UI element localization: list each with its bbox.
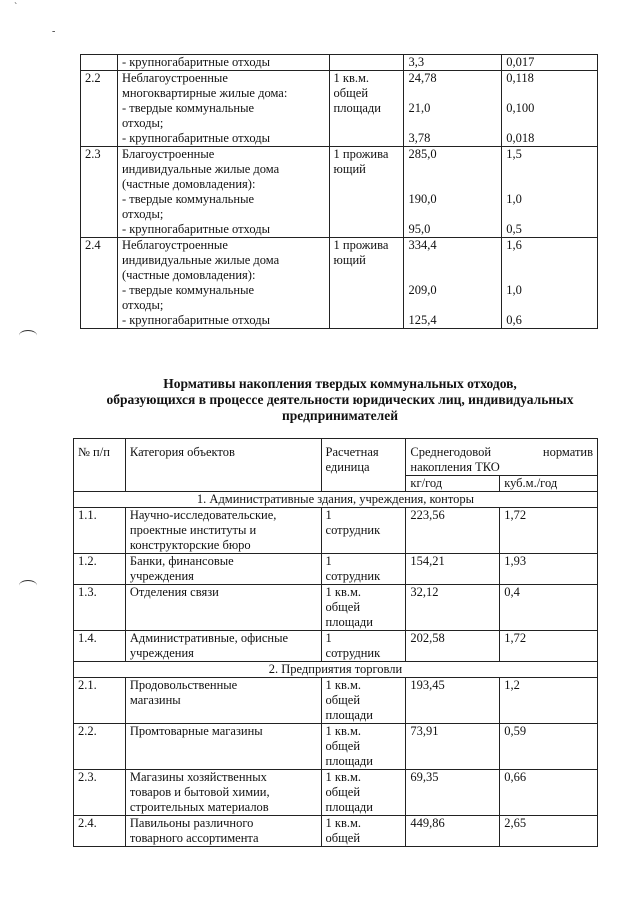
category-cell-line: отходы;	[121, 207, 164, 221]
kg-cell-line: 3,78	[408, 131, 431, 145]
category-cell-line: Неблагоустроенные	[121, 238, 228, 252]
category-cell	[117, 147, 329, 238]
unit-cell-line: 1 кв.м.	[325, 585, 362, 599]
m3-cell-line	[506, 116, 593, 131]
row-number: 2.2	[81, 71, 118, 147]
table-header-row	[74, 439, 598, 476]
m3-cell	[502, 55, 598, 71]
kg-cell	[404, 55, 502, 71]
header-unit-line: единица	[325, 460, 370, 474]
unit-cell	[321, 678, 406, 724]
category-cell-line: Магазины хозяйственных	[129, 770, 267, 784]
category-cell	[125, 816, 321, 847]
category-cell	[125, 508, 321, 554]
category-cell	[125, 724, 321, 770]
table-row	[74, 816, 598, 847]
category-cell-line: индивидуальные жилые дома	[121, 253, 280, 267]
m3-cell-line: 0,118	[506, 71, 534, 85]
m3-cell: 1,72	[500, 631, 598, 662]
table-row	[81, 55, 598, 71]
residential-norms-table	[80, 54, 598, 329]
category-cell-line: учреждения	[129, 646, 194, 660]
table-row	[74, 724, 598, 770]
kg-cell-line	[408, 298, 497, 313]
header-norm-line: накопления ТКО	[410, 460, 500, 474]
category-cell	[125, 631, 321, 662]
header-category: Категория объектов	[125, 439, 321, 492]
section-row	[74, 662, 598, 678]
unit-cell-line: сотрудник	[325, 569, 381, 583]
category-cell-line: многоквартирные жилые дома:	[121, 86, 288, 100]
kg-cell: 32,12	[406, 585, 500, 631]
category-cell-line: товаров и бытовой химии,	[129, 785, 270, 799]
kg-cell: 193,45	[406, 678, 500, 724]
section-title	[60, 376, 620, 424]
kg-cell: 154,21	[406, 554, 500, 585]
unit-cell	[329, 55, 404, 71]
kg-cell	[404, 147, 502, 238]
unit-cell-line: общей	[333, 86, 369, 100]
category-cell	[117, 238, 329, 329]
m3-cell-line: 0,017	[506, 55, 535, 69]
category-cell-line: отходы;	[121, 298, 164, 312]
scan-mark-2: -	[52, 26, 56, 37]
row-number	[81, 55, 118, 71]
m3-cell: 2,65	[500, 816, 598, 847]
unit-cell-line: площади	[325, 800, 373, 814]
commercial-norms-table	[73, 438, 598, 847]
row-number: 2.3	[81, 147, 118, 238]
m3-cell: 0,59	[500, 724, 598, 770]
kg-cell-line	[408, 268, 497, 283]
kg-cell-line: 125,4	[408, 313, 437, 327]
kg-cell	[404, 238, 502, 329]
category-cell-line: магазины	[129, 693, 181, 707]
kg-cell-line: 190,0	[408, 192, 437, 206]
m3-cell-line	[506, 207, 593, 222]
unit-cell-line: площади	[333, 101, 381, 115]
table-row	[74, 585, 598, 631]
table-row	[81, 71, 598, 147]
scan-mark-1: `	[14, 2, 18, 13]
unit-cell-line: 1	[325, 631, 332, 645]
unit-cell	[329, 147, 404, 238]
unit-cell	[321, 816, 406, 847]
unit-cell	[321, 770, 406, 816]
kg-cell-line: 334,4	[408, 238, 437, 252]
kg-cell	[404, 71, 502, 147]
category-cell	[125, 585, 321, 631]
m3-cell: 0,66	[500, 770, 598, 816]
category-cell-line: - крупногабаритные отходы	[121, 131, 270, 145]
unit-cell-line: общей	[325, 693, 361, 707]
unit-cell	[321, 724, 406, 770]
category-cell-line: Благоустроенные	[121, 147, 215, 161]
row-number: 2.1.	[74, 678, 126, 724]
table-row	[74, 631, 598, 662]
kg-cell-line: 3,3	[408, 55, 425, 69]
unit-cell-line: 1 кв.м.	[333, 71, 370, 85]
m3-cell-line: 1,5	[506, 147, 522, 161]
unit-cell-line: сотрудник	[325, 646, 381, 660]
category-cell-line: - твердые коммунальные	[121, 101, 255, 115]
punch-hole-mark	[19, 580, 37, 591]
category-cell-line: отходы;	[121, 116, 164, 130]
category-cell-line: Павильоны различного	[129, 816, 254, 830]
category-cell-line: (частные домовладения):	[121, 177, 256, 191]
kg-cell: 73,91	[406, 724, 500, 770]
kg-cell: 202,58	[406, 631, 500, 662]
kg-cell-line: 95,0	[408, 222, 431, 236]
kg-cell-line: 209,0	[408, 283, 437, 297]
table-row	[81, 147, 598, 238]
header-num: № п/п	[74, 439, 126, 492]
kg-cell-line: 21,0	[408, 101, 431, 115]
category-cell-line: учреждения	[129, 569, 194, 583]
section-row	[74, 492, 598, 508]
m3-cell: 1,72	[500, 508, 598, 554]
category-cell-line: строительных материалов	[129, 800, 269, 814]
category-cell-line: индивидуальные жилые дома	[121, 162, 280, 176]
section-title-line: предпринимателей	[281, 408, 399, 423]
table-row	[74, 678, 598, 724]
category-cell-line: - крупногабаритные отходы	[121, 313, 270, 327]
category-cell	[125, 554, 321, 585]
unit-cell-line: ющий	[333, 162, 366, 176]
category-cell-line: конструкторские бюро	[129, 538, 251, 552]
unit-cell-line: ющий	[333, 253, 366, 267]
m3-cell-line	[506, 86, 593, 101]
kg-cell: 69,35	[406, 770, 500, 816]
row-number: 2.4.	[74, 816, 126, 847]
kg-cell-line	[408, 253, 497, 268]
category-cell-line: проектные институты и	[129, 523, 257, 537]
category-cell-line: - крупногабаритные отходы	[121, 222, 270, 236]
header-kg: кг/год	[406, 476, 500, 492]
unit-cell-line: 1 кв.м.	[325, 770, 362, 784]
unit-cell-line: общей	[325, 739, 361, 753]
category-cell	[117, 71, 329, 147]
unit-cell	[321, 508, 406, 554]
row-number: 1.1.	[74, 508, 126, 554]
m3-cell-line	[506, 162, 593, 177]
m3-cell-line	[506, 268, 593, 283]
m3-cell-line	[506, 253, 593, 268]
category-cell-line: - твердые коммунальные	[121, 283, 255, 297]
unit-cell-line: общей	[325, 785, 361, 799]
m3-cell	[502, 71, 598, 147]
m3-cell-line: 1,0	[506, 192, 522, 206]
category-cell-line: Неблагоустроенные	[121, 71, 228, 85]
table-row	[74, 770, 598, 816]
unit-cell-line: 1 кв.м.	[325, 724, 362, 738]
m3-cell	[502, 147, 598, 238]
unit-cell-line: площади	[325, 754, 373, 768]
m3-cell	[502, 238, 598, 329]
kg-cell: 449,86	[406, 816, 500, 847]
kg-cell-line: 285,0	[408, 147, 437, 161]
m3-cell-line	[506, 177, 593, 192]
kg-cell: 223,56	[406, 508, 500, 554]
kg-cell-line: 24,78	[408, 71, 437, 85]
category-cell-line: (частные домовладения):	[121, 268, 256, 282]
table-row	[81, 238, 598, 329]
category-cell-line: Промтоварные магазины	[129, 724, 263, 738]
unit-cell-line: площади	[325, 615, 373, 629]
header-unit	[321, 439, 406, 492]
header-norm	[406, 439, 598, 476]
unit-cell-line: 1 кв.м.	[325, 678, 362, 692]
kg-cell-line	[408, 86, 497, 101]
m3-cell-line: 0,6	[506, 313, 522, 327]
row-number: 1.4.	[74, 631, 126, 662]
kg-cell-line	[408, 177, 497, 192]
unit-cell-line: 1 прожива	[333, 147, 389, 161]
kg-cell-line	[408, 207, 497, 222]
category-cell	[117, 55, 329, 71]
m3-cell-line: 0,5	[506, 222, 522, 236]
unit-cell	[321, 554, 406, 585]
unit-cell-line: общей	[325, 600, 361, 614]
header-m3: куб.м./год	[500, 476, 598, 492]
section-heading: 2. Предприятия торговли	[74, 662, 598, 678]
unit-cell-line: общей	[325, 831, 361, 845]
category-cell-line: - крупногабаритные отходы	[121, 55, 270, 69]
section-heading: 1. Административные здания, учреждения, конторы	[74, 492, 598, 508]
table-row	[74, 508, 598, 554]
unit-cell	[329, 238, 404, 329]
row-number: 2.2.	[74, 724, 126, 770]
category-cell-line: Административные, офисные	[129, 631, 289, 645]
m3-cell-line: 1,6	[506, 238, 522, 252]
row-number: 1.3.	[74, 585, 126, 631]
category-cell-line: - твердые коммунальные	[121, 192, 255, 206]
category-cell-line: Банки, финансовые	[129, 554, 234, 568]
punch-hole-mark	[19, 330, 37, 341]
unit-cell	[329, 71, 404, 147]
unit-cell-line: 1 кв.м.	[325, 816, 362, 830]
category-cell-line: Научно-исследовательские,	[129, 508, 277, 522]
m3-cell: 0,4	[500, 585, 598, 631]
kg-cell-line	[408, 162, 497, 177]
kg-cell-line	[408, 116, 497, 131]
unit-cell	[321, 631, 406, 662]
header-norm-line: Среднегодовой норматив	[410, 445, 593, 459]
unit-cell-line: 1	[325, 554, 332, 568]
section-title-line: Нормативы накопления твердых коммунальных отходов,	[163, 376, 517, 391]
row-number: 2.4	[81, 238, 118, 329]
table-row	[74, 554, 598, 585]
unit-cell-line: 1 прожива	[333, 238, 389, 252]
unit-cell-line: сотрудник	[325, 523, 381, 537]
m3-cell-line: 1,0	[506, 283, 522, 297]
category-cell	[125, 770, 321, 816]
header-unit-line: Расчетная	[325, 445, 379, 459]
section-title-line: образующихся в процессе деятельности юридических лиц, индивидуальных	[106, 392, 574, 407]
m3-cell: 1,2	[500, 678, 598, 724]
m3-cell: 1,93	[500, 554, 598, 585]
category-cell-line: Отделения связи	[129, 585, 219, 599]
row-number: 2.3.	[74, 770, 126, 816]
category-cell	[125, 678, 321, 724]
category-cell-line: товарного ассортимента	[129, 831, 259, 845]
m3-cell-line	[506, 298, 593, 313]
unit-cell-line: 1	[325, 508, 332, 522]
row-number: 1.2.	[74, 554, 126, 585]
unit-cell-line: площади	[325, 708, 373, 722]
m3-cell-line: 0,018	[506, 131, 535, 145]
unit-cell	[321, 585, 406, 631]
category-cell-line: Продовольственные	[129, 678, 238, 692]
m3-cell-line: 0,100	[506, 101, 535, 115]
